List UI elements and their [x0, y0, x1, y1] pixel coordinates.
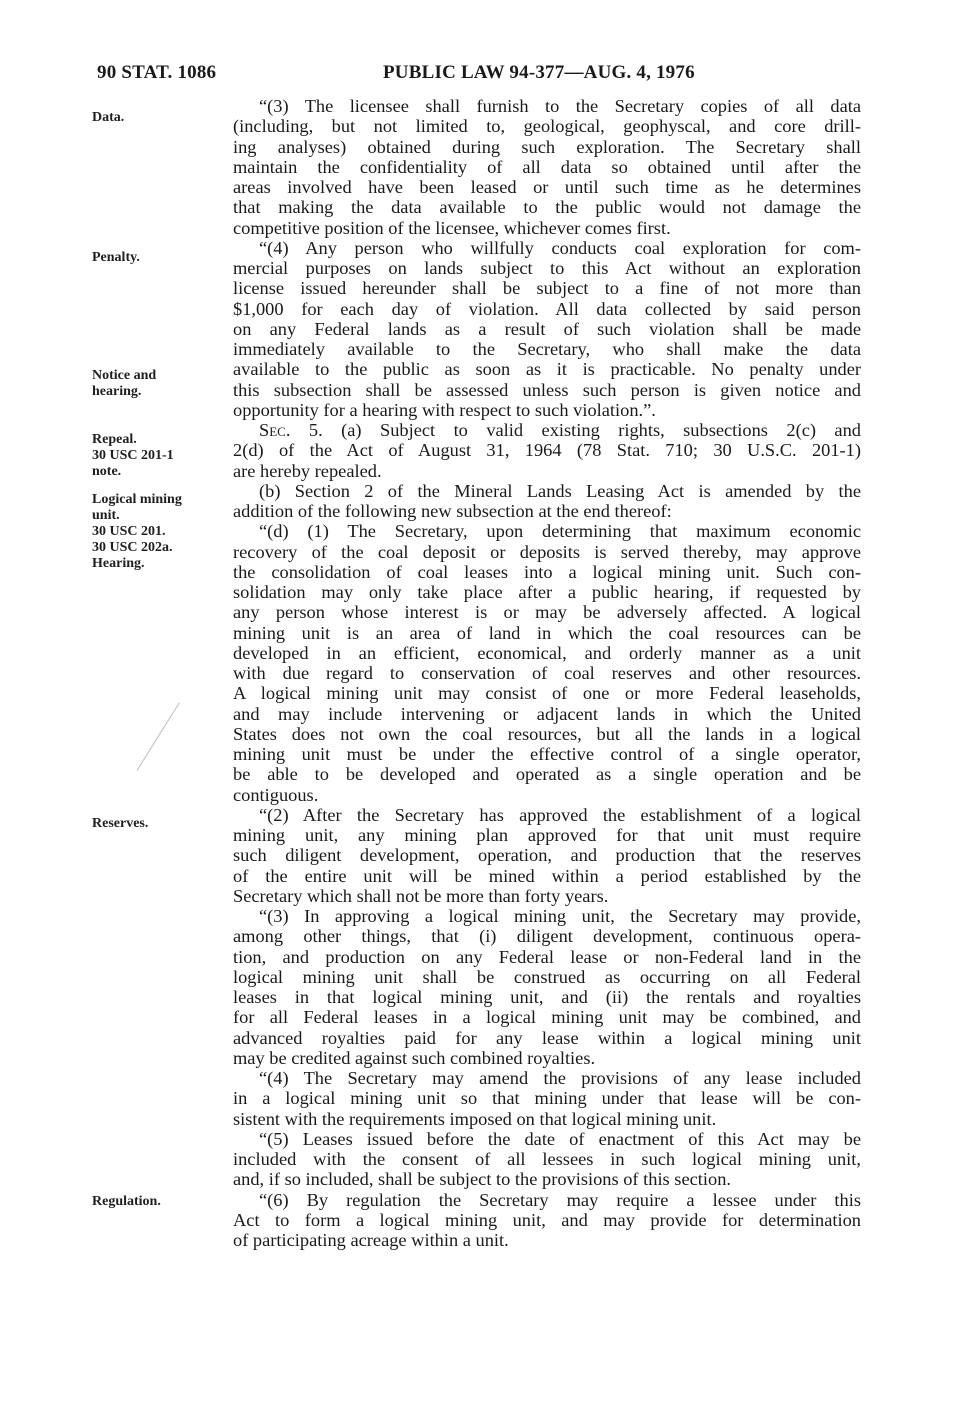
text-line: “(6) By regulation the Secretary may require a lessee under this — [259, 1189, 861, 1210]
text-line: (b) Section 2 of the Mineral Lands Leasing Act is amended by the — [259, 480, 861, 501]
margin-note-reserves — [92, 816, 148, 832]
subsection-d1-logical-mining-unit — [233, 521, 861, 805]
text-line: this subsection shall be assessed unless such person is given notice and — [233, 379, 861, 400]
text-line: sistent with the requirements imposed on that logical mining unit. — [233, 1108, 717, 1129]
margin-note-regulation — [92, 1194, 161, 1210]
paragraph-4-penalty — [233, 238, 861, 420]
text-line: addition of the following new subsection at the end thereof: — [233, 501, 672, 521]
text-line: A logical mining unit may consist of one or more Federal leaseholds, — [233, 683, 861, 704]
margin-note-line: Repeal. — [92, 432, 137, 447]
text-line: “(4) Any person who willfully conducts coal exploration for com- — [259, 237, 861, 258]
text-line: $1,000 for each day of violation. All data collected by said person — [233, 298, 861, 319]
text-line: developed in an efficient, economical, and orderly manner as a unit — [233, 642, 861, 663]
text-line: license issued hereunder shall be subject to a fine of not more than — [233, 278, 861, 299]
text-line: advanced royalties paid for any lease within a logical mining unit — [233, 1027, 861, 1048]
statute-body — [233, 96, 861, 1250]
text-line: areas involved have been leased or until such time as he determines — [233, 177, 861, 197]
text-line: mining unit is an area of land in which the coal resources can be — [233, 622, 861, 643]
margin-note-data — [92, 110, 124, 126]
text-line: “(4) The Secretary may amend the provisions of any lease included — [259, 1068, 861, 1088]
statute-page-number: 90 STAT. 1086 — [97, 62, 217, 83]
text-line: are hereby repealed. — [233, 460, 382, 481]
text-line: “(d) (1) The Secretary, upon determining that maximum economic — [259, 521, 861, 542]
section-label: Sec. — [259, 420, 291, 440]
text-line: ing analyses) obtained during such exploration. The Secretary shall — [233, 136, 861, 157]
text-line: mining unit, any mining plan approved for that unit must require — [233, 825, 861, 845]
margin-note-notice-hearing — [92, 368, 156, 400]
text-line: mining unit must be under the effective control of a single operator, — [233, 744, 861, 764]
text-line: “(3) In approving a logical mining unit, the Secretary may provide, — [259, 906, 861, 926]
text-line: “(3) The licensee shall furnish to the Secretary copies of all data — [259, 96, 861, 116]
text-line: maintain the confidentiality of all data so obtained until after the — [233, 156, 861, 177]
text-line: on any Federal lands as a result of such violation shall be made — [233, 318, 861, 339]
bleed-through-mark — [137, 702, 180, 770]
text-line: that making the data available to the public would not damage the — [233, 197, 861, 218]
margin-note-line: 30 USC 201. — [92, 524, 166, 539]
page-header — [0, 62, 958, 92]
subsection-d5-prior-leases — [233, 1129, 861, 1190]
margin-note-line: 30 USC 202a. — [92, 540, 173, 555]
text-line: available to the public as soon as it is practicable. No penalty under — [233, 359, 861, 380]
text-line: competitive position of the licensee, whichever comes first. — [233, 217, 671, 238]
margin-note-line: unit. — [92, 508, 120, 523]
text-line: and, if so included, shall be subject to the provisions of this section. — [233, 1169, 732, 1190]
text-line: opportunity for a hearing with respect to such violation.”. — [233, 399, 656, 420]
margin-note-repeal — [92, 432, 174, 480]
text-line: such diligent development, operation, and production that the reserves — [233, 845, 861, 866]
section-5b-amendment — [233, 481, 861, 522]
text-line: logical mining unit shall be construed as occurring on all Federal — [233, 966, 861, 987]
text-line: in a logical mining unit so that mining under that lease will be con- — [233, 1088, 861, 1109]
margin-note-line: Notice and — [92, 368, 157, 383]
text-line: 2(d) of the Act of August 31, 1964 (78 Stat. 710; 30 U.S.C. 201-1) — [233, 440, 861, 461]
text-line: and may include intervening or adjacent lands in which the United — [233, 703, 861, 724]
text-line: Act to form a logical mining unit, and may provide for determination — [233, 1209, 861, 1230]
subsection-d6-regulation — [233, 1190, 861, 1251]
margin-note-line: Regulation. — [92, 1194, 161, 1209]
text-line: any person whose interest is or may be adversely affected. A logical — [233, 602, 861, 623]
text-line: Secretary which shall not be more than forty years. — [233, 885, 609, 906]
text-line: of the entire unit will be mined within a period established by the — [233, 865, 861, 886]
text-line: of participating acreage within a unit. — [233, 1230, 509, 1250]
text-line: the consolidation of coal leases into a logical mining unit. Such con- — [233, 561, 861, 582]
public-law-title: PUBLIC LAW 94-377—AUG. 4, 1976 — [383, 62, 695, 83]
margin-note-line: Penalty. — [92, 250, 140, 265]
text-line: may be credited against such combined royalties. — [233, 1047, 596, 1068]
text-line: “(5) Leases issued before the date of enactment of this Act may be — [259, 1128, 861, 1149]
margin-note-logical-mining-unit — [92, 492, 182, 572]
margin-note-line: note. — [92, 464, 122, 479]
text-line: mercial purposes on lands subject to this Act without an exploration — [233, 258, 861, 278]
paragraph-3-data — [233, 96, 861, 238]
text-line: included with the consent of all lessees in such logical mining unit, — [233, 1149, 861, 1169]
text-line: contiguous. — [233, 784, 319, 805]
margin-note-line: Reserves. — [92, 816, 149, 831]
text-line — [233, 420, 861, 440]
text-line: with due regard to conservation of coal reserves and other resources. — [233, 663, 861, 683]
margin-note-line: Data. — [92, 110, 125, 125]
text-line: leases in that logical mining unit, and (ii) the rentals and royalties — [233, 987, 861, 1007]
margin-note-line: 30 USC 201-1 — [92, 448, 174, 463]
text-line: for all Federal leases in a logical mining unit may be combined, and — [233, 1007, 861, 1028]
subsection-d4-amend-lease — [233, 1068, 861, 1129]
margin-note-line: Logical mining — [92, 492, 182, 507]
text-line: recovery of the coal deposit or deposits is served thereby, may approve — [233, 541, 861, 562]
margin-note-line: hearing. — [92, 384, 142, 399]
margin-note-line: Hearing. — [92, 556, 145, 571]
section-5a-repeal — [233, 420, 861, 481]
section-5a-text: 5. (a) Subject to valid existing rights, subsections 2(c) and — [290, 420, 861, 440]
text-line: (including, but not limited to, geological, geophyscal, and core drill- — [233, 116, 861, 137]
text-line: solidation may only take place after a public hearing, if requested by — [233, 582, 861, 602]
text-line: among other things, that (i) diligent development, continuous opera- — [233, 926, 861, 947]
text-line: immediately available to the Secretary, who shall make the data — [233, 339, 861, 359]
subsection-d2-reserves — [233, 805, 861, 906]
margin-note-penalty — [92, 250, 140, 266]
text-line: “(2) After the Secretary has approved the establishment of a logical — [259, 804, 861, 825]
subsection-d3-approval — [233, 906, 861, 1068]
text-line: tion, and production on any Federal lease or non-Federal land in the — [233, 946, 861, 967]
text-line: States does not own the coal resources, but all the lands in a logical — [233, 723, 861, 744]
text-line: be able to be developed and operated as a single operation and be — [233, 764, 861, 785]
